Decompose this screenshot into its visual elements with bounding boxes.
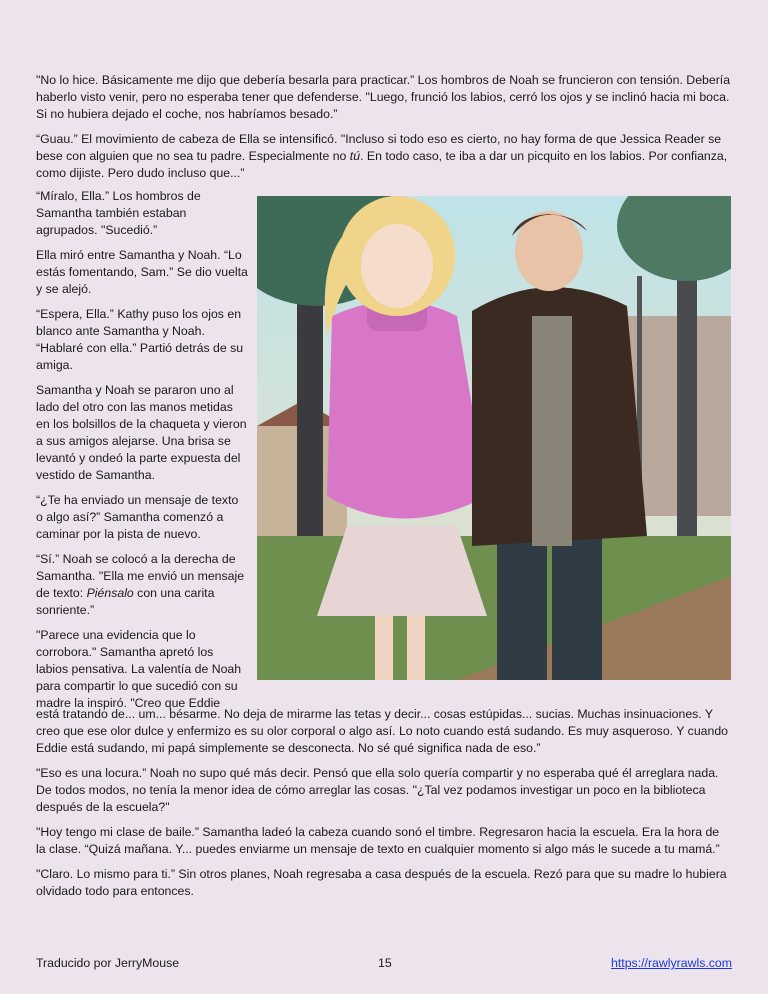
paragraph: “Guau.” El movimiento de cabeza de Ella se intensificó. "Incluso si todo eso es cierto, no hay forma de que Jessica Reader se bese con alguien que no sea tu padre. Especialmente no tú. En todo caso, te iba a dar un picquito en los labios. Por confianza, como dijiste. Pero dudo incluso que...” xyxy=(36,132,728,180)
footer-translator: Traducido por JerryMouse xyxy=(36,956,180,970)
left-column-text xyxy=(36,188,248,720)
paragraph: “Espera, Ella.” Kathy puso los ojos en blanco ante Samantha y Noah. “Hablaré con ella.” Partió detrás de su amiga. xyxy=(36,307,244,372)
bottom-paragraphs xyxy=(36,706,732,908)
paragraph: Ella miró entre Samantha y Noah. “Lo estás fomentando, Sam.” Se dio vuelta y se alejó. xyxy=(36,248,248,296)
paragraph: “¿Te ha enviado un mensaje de texto o algo así?” Samantha comenzó a caminar por la pista de nuevo. xyxy=(36,493,239,541)
page-number: 15 xyxy=(378,956,392,970)
couple-illustration xyxy=(257,196,731,680)
paragraph: “Sí.” Noah se colocó a la derecha de Samantha. "Ella me envió un mensaje de texto: Piénsalo con una carita sonriente.” xyxy=(36,552,245,617)
paragraph: “Míralo, Ella.” Los hombros de Samantha también estaban agrupados. "Sucedió.” xyxy=(36,189,201,237)
illustration xyxy=(257,196,731,680)
paragraph: "Parece una evidencia que lo corrobora." Samantha apretó los labios pensativa. La valentía de Noah para compartir lo que sucedió con su madre la inspiró. "Creo que Eddie xyxy=(36,628,242,710)
paragraph: "Hoy tengo mi clase de baile.” Samantha ladeó la cabeza cuando sonó el timbre. Regresaron hacia la escuela. Era la hora de la clase. “Quizá mañana. Y... puedes enviarme un mensaje de texto en cualquier momento si algo más le sucede a tu mamá.” xyxy=(36,825,720,856)
top-paragraphs xyxy=(36,72,732,190)
paragraph: está tratando de... um... bésarme. No deja de mirarme las tetas y decir... cosas estúpidas... sucias. Muchas insinuaciones. Y creo que ese olor dulce y enfermizo es su olor corporal o algo así. Lo noto cuando está sudando. Es muy asqueroso. Y cuando Eddie está sudando, mi papá simplemente se desconecta. No sé qué significa nada de eso.” xyxy=(36,707,729,755)
footer-link[interactable]: https://rawlyrawls.com xyxy=(611,956,732,970)
paragraph: Samantha y Noah se pararon uno al lado del otro con las manos metidas en los bolsillos de la chaqueta y vieron a sus amigos alejarse. Una brisa se levantó y ondeó la parte expuesta del vestido de Samantha. xyxy=(36,383,247,482)
paragraph: "Eso es una locura.” Noah no supo qué más decir. Pensó que ella solo quería compartir y no esperaba qué él arreglara nada. De todos modos, no tenía la menor idea de cómo arreglar las cosas. "¿Tal vez podamos investigar un poco en la biblioteca después de la escuela?" xyxy=(36,766,719,814)
paragraph: "No lo hice. Básicamente me dijo que debería besarla para practicar.” Los hombros de Noah se fruncieron con tensión. Debería haberlo visto venir, pero no esperaba tener que defenderse. "Luego, frunció los labios, cerró los ojos y se inclinó hacia mi boca. Si no hubiera dejado el coche, nos habríamos besado.” xyxy=(36,73,731,121)
paragraph: "Claro. Lo mismo para ti.” Sin otros planes, Noah regresaba a casa después de la escuela. Rezó para que su madre lo hubiera olvidado todo para entonces. xyxy=(36,867,727,898)
